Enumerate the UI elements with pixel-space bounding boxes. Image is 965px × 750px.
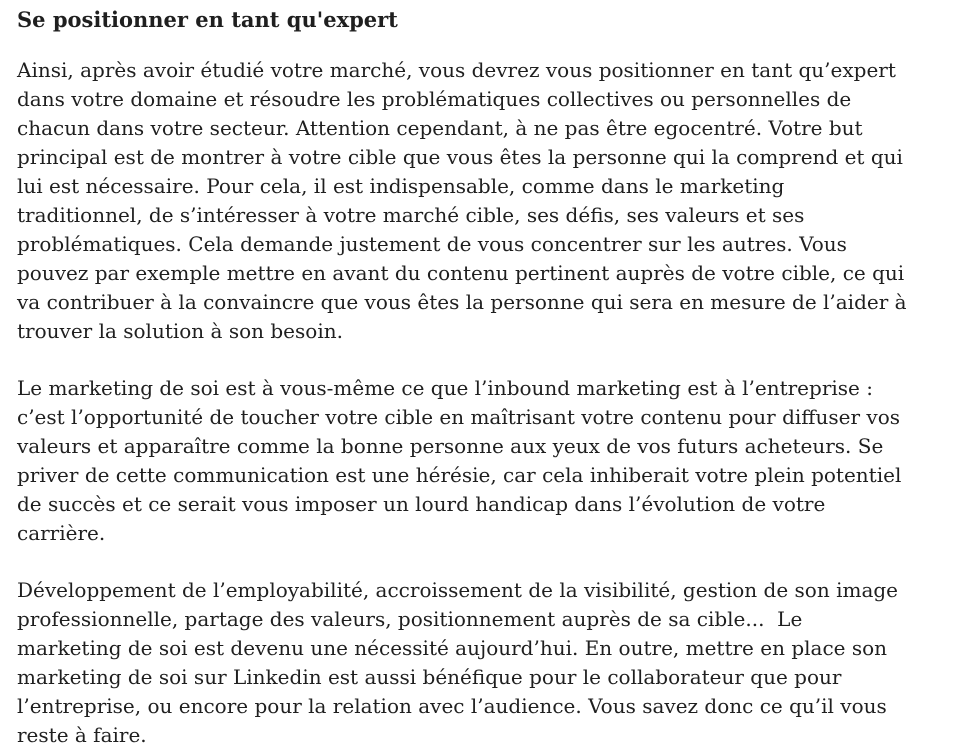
article-heading: Se positionner en tant qu'expert (17, 7, 398, 32)
article-paragraph-3: Développement de l’employabilité, accroissement de la visibilité, gestion de son image professionnelle, partage des valeurs, positionnement auprès de sa cible... Le marketing de soi est devenu une nécessité aujourd’hui. En outre, mettre en place son marketing de soi sur Linkedin est aussi bénéfique pour le collaborateur que pour l’entreprise, ou encore pour la relation avec l’audience. Vous savez donc ce qu’il vous reste à faire. (17, 578, 905, 747)
article-paragraph-1: Ainsi, après avoir étudié votre marché, vous devrez vous positionner en tant qu’expert dans votre domaine et résoudre les problématiques collectives ou personnelles de chacun dans votre secteur. Attention cependant, à ne pas être egocentré. Votre but principal est de montrer à votre cible que vous êtes la personne qui la comprend et qui lui est nécessaire. Pour cela, il est indispensable, comme dans le marketing traditionnel, de s’intéresser à votre marché cible, ses défis, ses valeurs et ses problématiques. Cela demande justement de vous concentrer sur les autres. Vous pouvez par exemple mettre en avant du contenu pertinent auprès de votre cible, ce qui va contribuer à la convaincre que vous êtes la personne qui sera en mesure de l’aider à trouver la solution à son besoin. (17, 58, 913, 343)
article-paragraph-2: Le marketing de soi est à vous-même ce que l’inbound marketing est à l’entreprise : c’est l’opportunité de toucher votre cible en maîtrisant votre contenu pour diffuser vos valeurs et apparaître comme la bonne personne aux yeux de vos futurs acheteurs. Se priver de cette communication est une hérésie, car cela inhiberait votre plein potentiel de succès et ce serait vous imposer un lourd handicap dans l’évolution de votre carrière. (17, 376, 908, 545)
